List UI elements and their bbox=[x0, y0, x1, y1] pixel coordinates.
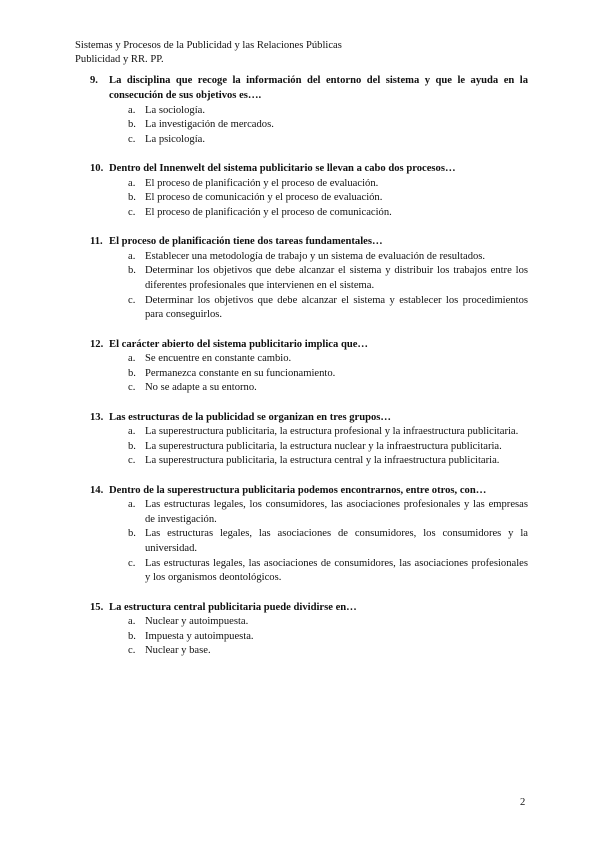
option-letter: a. bbox=[128, 104, 136, 116]
question-number: 14. bbox=[90, 484, 104, 496]
option-text: Determinar los objetivos que debe alcanzar el sistema y distribuir los trabajos entre los diferentes profesionales que intervienen en el sistema. bbox=[145, 265, 528, 291]
option-b bbox=[90, 440, 528, 455]
option-letter: b. bbox=[128, 440, 136, 452]
option-a bbox=[90, 104, 528, 119]
option-list bbox=[90, 104, 528, 148]
option-c bbox=[90, 133, 528, 148]
option-letter: a. bbox=[128, 426, 136, 438]
option-list bbox=[90, 615, 528, 659]
option-letter: c. bbox=[128, 133, 136, 145]
option-letter: a. bbox=[128, 616, 136, 628]
option-text: Las estructuras legales, las asociaciones de consumidores, las asociaciones profesionales y los organismos deontológicos. bbox=[145, 557, 528, 584]
option-letter: a. bbox=[128, 499, 136, 511]
option-c bbox=[90, 381, 528, 396]
option-letter: a. bbox=[128, 250, 136, 262]
option-letter: a. bbox=[128, 177, 136, 189]
option-a bbox=[90, 425, 528, 440]
header-degree: Publicidad y RR. PP. bbox=[75, 54, 164, 65]
page-header bbox=[75, 39, 342, 67]
option-text: La investigación de mercados. bbox=[145, 119, 274, 131]
question-number: 13. bbox=[90, 411, 104, 423]
option-text: Nuclear y autoimpuesta. bbox=[145, 616, 249, 628]
option-text: El proceso de planificación y el proceso de comunicación. bbox=[145, 206, 392, 218]
option-text: No se adapte a su entorno. bbox=[145, 382, 257, 394]
option-a bbox=[90, 498, 528, 527]
question-number: 11. bbox=[90, 236, 103, 248]
option-list bbox=[90, 425, 528, 469]
option-letter: c. bbox=[128, 455, 136, 467]
option-b bbox=[90, 191, 528, 206]
option-c bbox=[90, 206, 528, 221]
option-letter: b. bbox=[128, 119, 136, 131]
header-course-title: Sistemas y Procesos de la Publicidad y las Relaciones Públicas bbox=[75, 40, 342, 51]
option-letter: c. bbox=[128, 557, 136, 569]
question-statement: El carácter abierto del sistema publicitario implica que… bbox=[109, 338, 369, 350]
option-b bbox=[90, 367, 528, 382]
option-list bbox=[90, 498, 528, 586]
option-list bbox=[90, 352, 528, 396]
question-number: 10. bbox=[90, 163, 104, 175]
question-text bbox=[90, 234, 528, 249]
option-letter: b. bbox=[128, 265, 136, 277]
option-letter: b. bbox=[128, 192, 136, 204]
question-text bbox=[90, 337, 528, 352]
option-list bbox=[90, 250, 528, 323]
option-letter: c. bbox=[128, 206, 136, 218]
option-text: Determinar los objetivos que debe alcanzar el sistema y establecer los procedimientos para conseguirlos. bbox=[145, 294, 528, 321]
question-statement: Dentro de la superestructura publicitaria podemos encontrarnos, entre otros, con… bbox=[109, 484, 487, 496]
option-text: Las estructuras legales, las asociaciones de consumidores, los consumidores y la universidad. bbox=[145, 528, 528, 554]
option-b bbox=[90, 264, 528, 293]
question-text bbox=[90, 161, 528, 176]
option-letter: c. bbox=[128, 645, 136, 657]
question-statement: El proceso de planificación tiene dos tareas fundamentales… bbox=[109, 236, 383, 248]
option-b bbox=[90, 527, 528, 556]
option-text: La superestructura publicitaria, la estructura nuclear y la infraestructura publicitaria. bbox=[145, 440, 502, 452]
question-statement: Las estructuras de la publicidad se organizan en tres grupos… bbox=[109, 411, 392, 423]
option-text: Permanezca constante en su funcionamiento. bbox=[145, 367, 336, 379]
question-11 bbox=[90, 234, 528, 322]
question-14 bbox=[90, 483, 528, 586]
question-text bbox=[90, 483, 528, 498]
question-list bbox=[90, 73, 528, 673]
question-statement: La disciplina que recoge la información del entorno del sistema y que le ayuda en la consecución de sus objetivos es…. bbox=[109, 75, 528, 102]
question-number: 9. bbox=[90, 75, 98, 86]
option-letter: b. bbox=[128, 528, 136, 540]
option-letter: a. bbox=[128, 353, 136, 365]
option-a bbox=[90, 352, 528, 367]
option-a bbox=[90, 177, 528, 192]
question-text bbox=[90, 410, 528, 425]
option-c bbox=[90, 644, 528, 659]
option-b bbox=[90, 630, 528, 645]
question-text bbox=[90, 73, 528, 104]
option-text: Las estructuras legales, los consumidores, las asociaciones profesionales y las empresas de investigación. bbox=[145, 499, 528, 525]
option-c bbox=[90, 557, 528, 586]
question-number: 15. bbox=[90, 601, 104, 613]
page-number: 2 bbox=[520, 797, 526, 808]
option-letter: b. bbox=[128, 367, 136, 379]
option-text: La sociología. bbox=[145, 104, 206, 116]
option-letter: c. bbox=[128, 382, 136, 394]
option-a bbox=[90, 250, 528, 265]
question-statement: La estructura central publicitaria puede dividirse en… bbox=[109, 601, 357, 613]
option-text: Se encuentre en constante cambio. bbox=[145, 353, 292, 365]
question-9 bbox=[90, 73, 528, 147]
question-number: 12. bbox=[90, 338, 104, 350]
option-text: La superestructura publicitaria, la estructura central y la infraestructura publicitaria. bbox=[145, 455, 500, 467]
option-text: Impuesta y autoimpuesta. bbox=[145, 630, 254, 642]
question-13 bbox=[90, 410, 528, 469]
option-list bbox=[90, 177, 528, 221]
option-letter: c. bbox=[128, 294, 136, 306]
option-b bbox=[90, 118, 528, 133]
option-text: El proceso de planificación y el proceso de evaluación. bbox=[145, 177, 379, 189]
option-text: Establecer una metodología de trabajo y un sistema de evaluación de resultados. bbox=[145, 250, 486, 262]
question-statement: Dentro del Innenwelt del sistema publicitario se llevan a cabo dos procesos… bbox=[109, 163, 456, 175]
option-text: Nuclear y base. bbox=[145, 645, 211, 657]
option-letter: b. bbox=[128, 630, 136, 642]
option-a bbox=[90, 615, 528, 630]
option-c bbox=[90, 294, 528, 323]
option-text: La psicología. bbox=[145, 133, 206, 145]
question-15 bbox=[90, 600, 528, 659]
option-text: La superestructura publicitaria, la estructura profesional y la infraestructura publicitaria. bbox=[145, 426, 519, 438]
question-12 bbox=[90, 337, 528, 396]
question-text bbox=[90, 600, 528, 615]
option-c bbox=[90, 454, 528, 469]
option-text: El proceso de comunicación y el proceso de evaluación. bbox=[145, 192, 383, 204]
question-10 bbox=[90, 161, 528, 220]
